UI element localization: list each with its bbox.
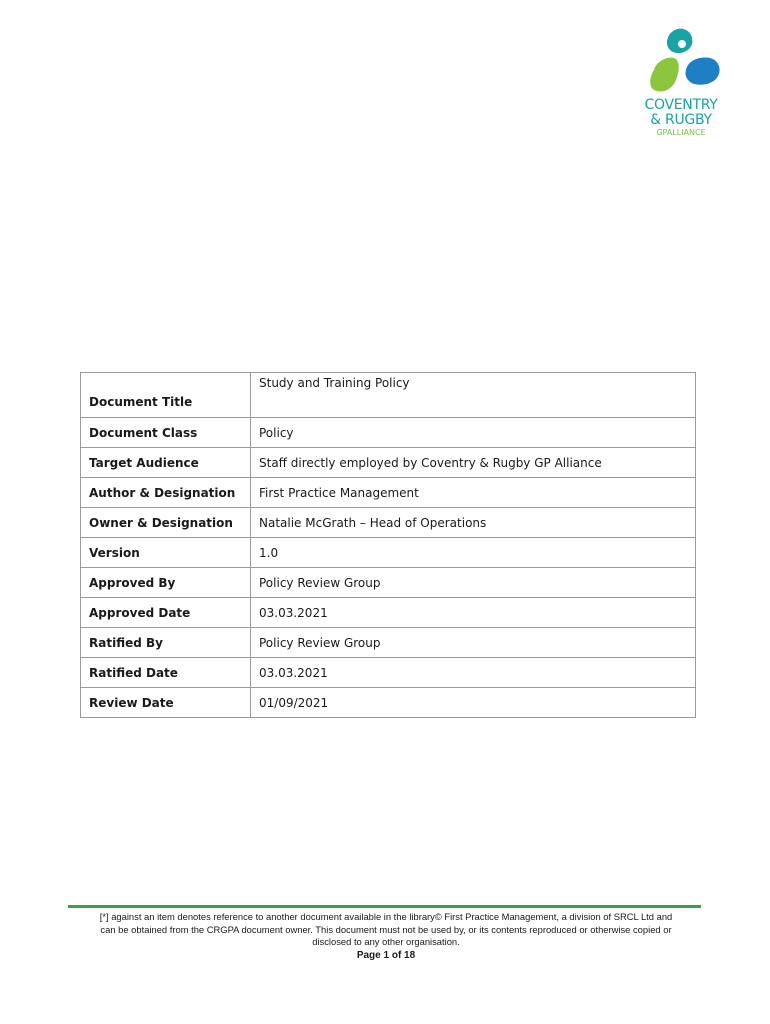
logo-mark-icon — [644, 26, 720, 96]
footer-text-line-2: can be obtained from the CRGPA document owner. This document must not be used by, or its contents reproduced or otherwise copied or — [100, 923, 672, 935]
page-number: Page 1 of 18 — [356, 949, 416, 961]
page-footer — [66, 911, 706, 962]
table-row — [81, 418, 696, 448]
table-row — [81, 448, 696, 478]
row-label: Version — [81, 538, 251, 568]
row-value: 03.03.2021 — [251, 598, 696, 628]
table-row — [81, 628, 696, 658]
row-value: 03.03.2021 — [251, 658, 696, 688]
table-row — [81, 598, 696, 628]
row-label: Review Date — [81, 688, 251, 718]
table-row — [81, 373, 696, 418]
document-control-table — [80, 372, 696, 718]
table-row — [81, 478, 696, 508]
footer-divider — [68, 905, 701, 908]
row-label: Approved By — [81, 568, 251, 598]
footer-text-line-3: disclosed to any other organisation. — [312, 936, 460, 947]
row-value: Natalie McGrath – Head of Operations — [251, 508, 696, 538]
logo-green-shape — [650, 58, 679, 92]
table-row — [81, 538, 696, 568]
row-label: Document Class — [81, 418, 251, 448]
logo-line-2: & RUGBY — [650, 112, 712, 128]
row-label: Author & Designation — [81, 478, 251, 508]
row-value: Policy — [251, 418, 696, 448]
row-label: Document Title — [81, 373, 251, 418]
row-label: Ratified Date — [81, 658, 251, 688]
logo-line-1: COVENTRY — [644, 97, 718, 113]
row-label: Target Audience — [81, 448, 251, 478]
row-label: Ratified By — [81, 628, 251, 658]
table-row — [81, 568, 696, 598]
row-value: First Practice Management — [251, 478, 696, 508]
table-row — [81, 658, 696, 688]
row-value: Staff directly employed by Coventry & Rugby GP Alliance — [251, 448, 696, 478]
row-value: Policy Review Group — [251, 568, 696, 598]
logo-blue-shape — [685, 58, 719, 85]
row-label: Owner & Designation — [81, 508, 251, 538]
row-value: 1.0 — [251, 538, 696, 568]
logo-line-3: GPALLIANCE — [656, 128, 706, 137]
row-value: Study and Training Policy — [251, 373, 696, 418]
row-label: Approved Date — [81, 598, 251, 628]
logo-teal-dot — [678, 40, 686, 48]
footer-text-line-1: [*] against an item denotes reference to another document available in the library© First Practice Management, a division of SRCL Ltd and — [99, 911, 673, 922]
row-value: 01/09/2021 — [251, 688, 696, 718]
table-row — [81, 688, 696, 718]
table-row — [81, 508, 696, 538]
logo-wordmark — [636, 98, 726, 138]
row-value: Policy Review Group — [251, 628, 696, 658]
company-logo — [636, 26, 726, 148]
